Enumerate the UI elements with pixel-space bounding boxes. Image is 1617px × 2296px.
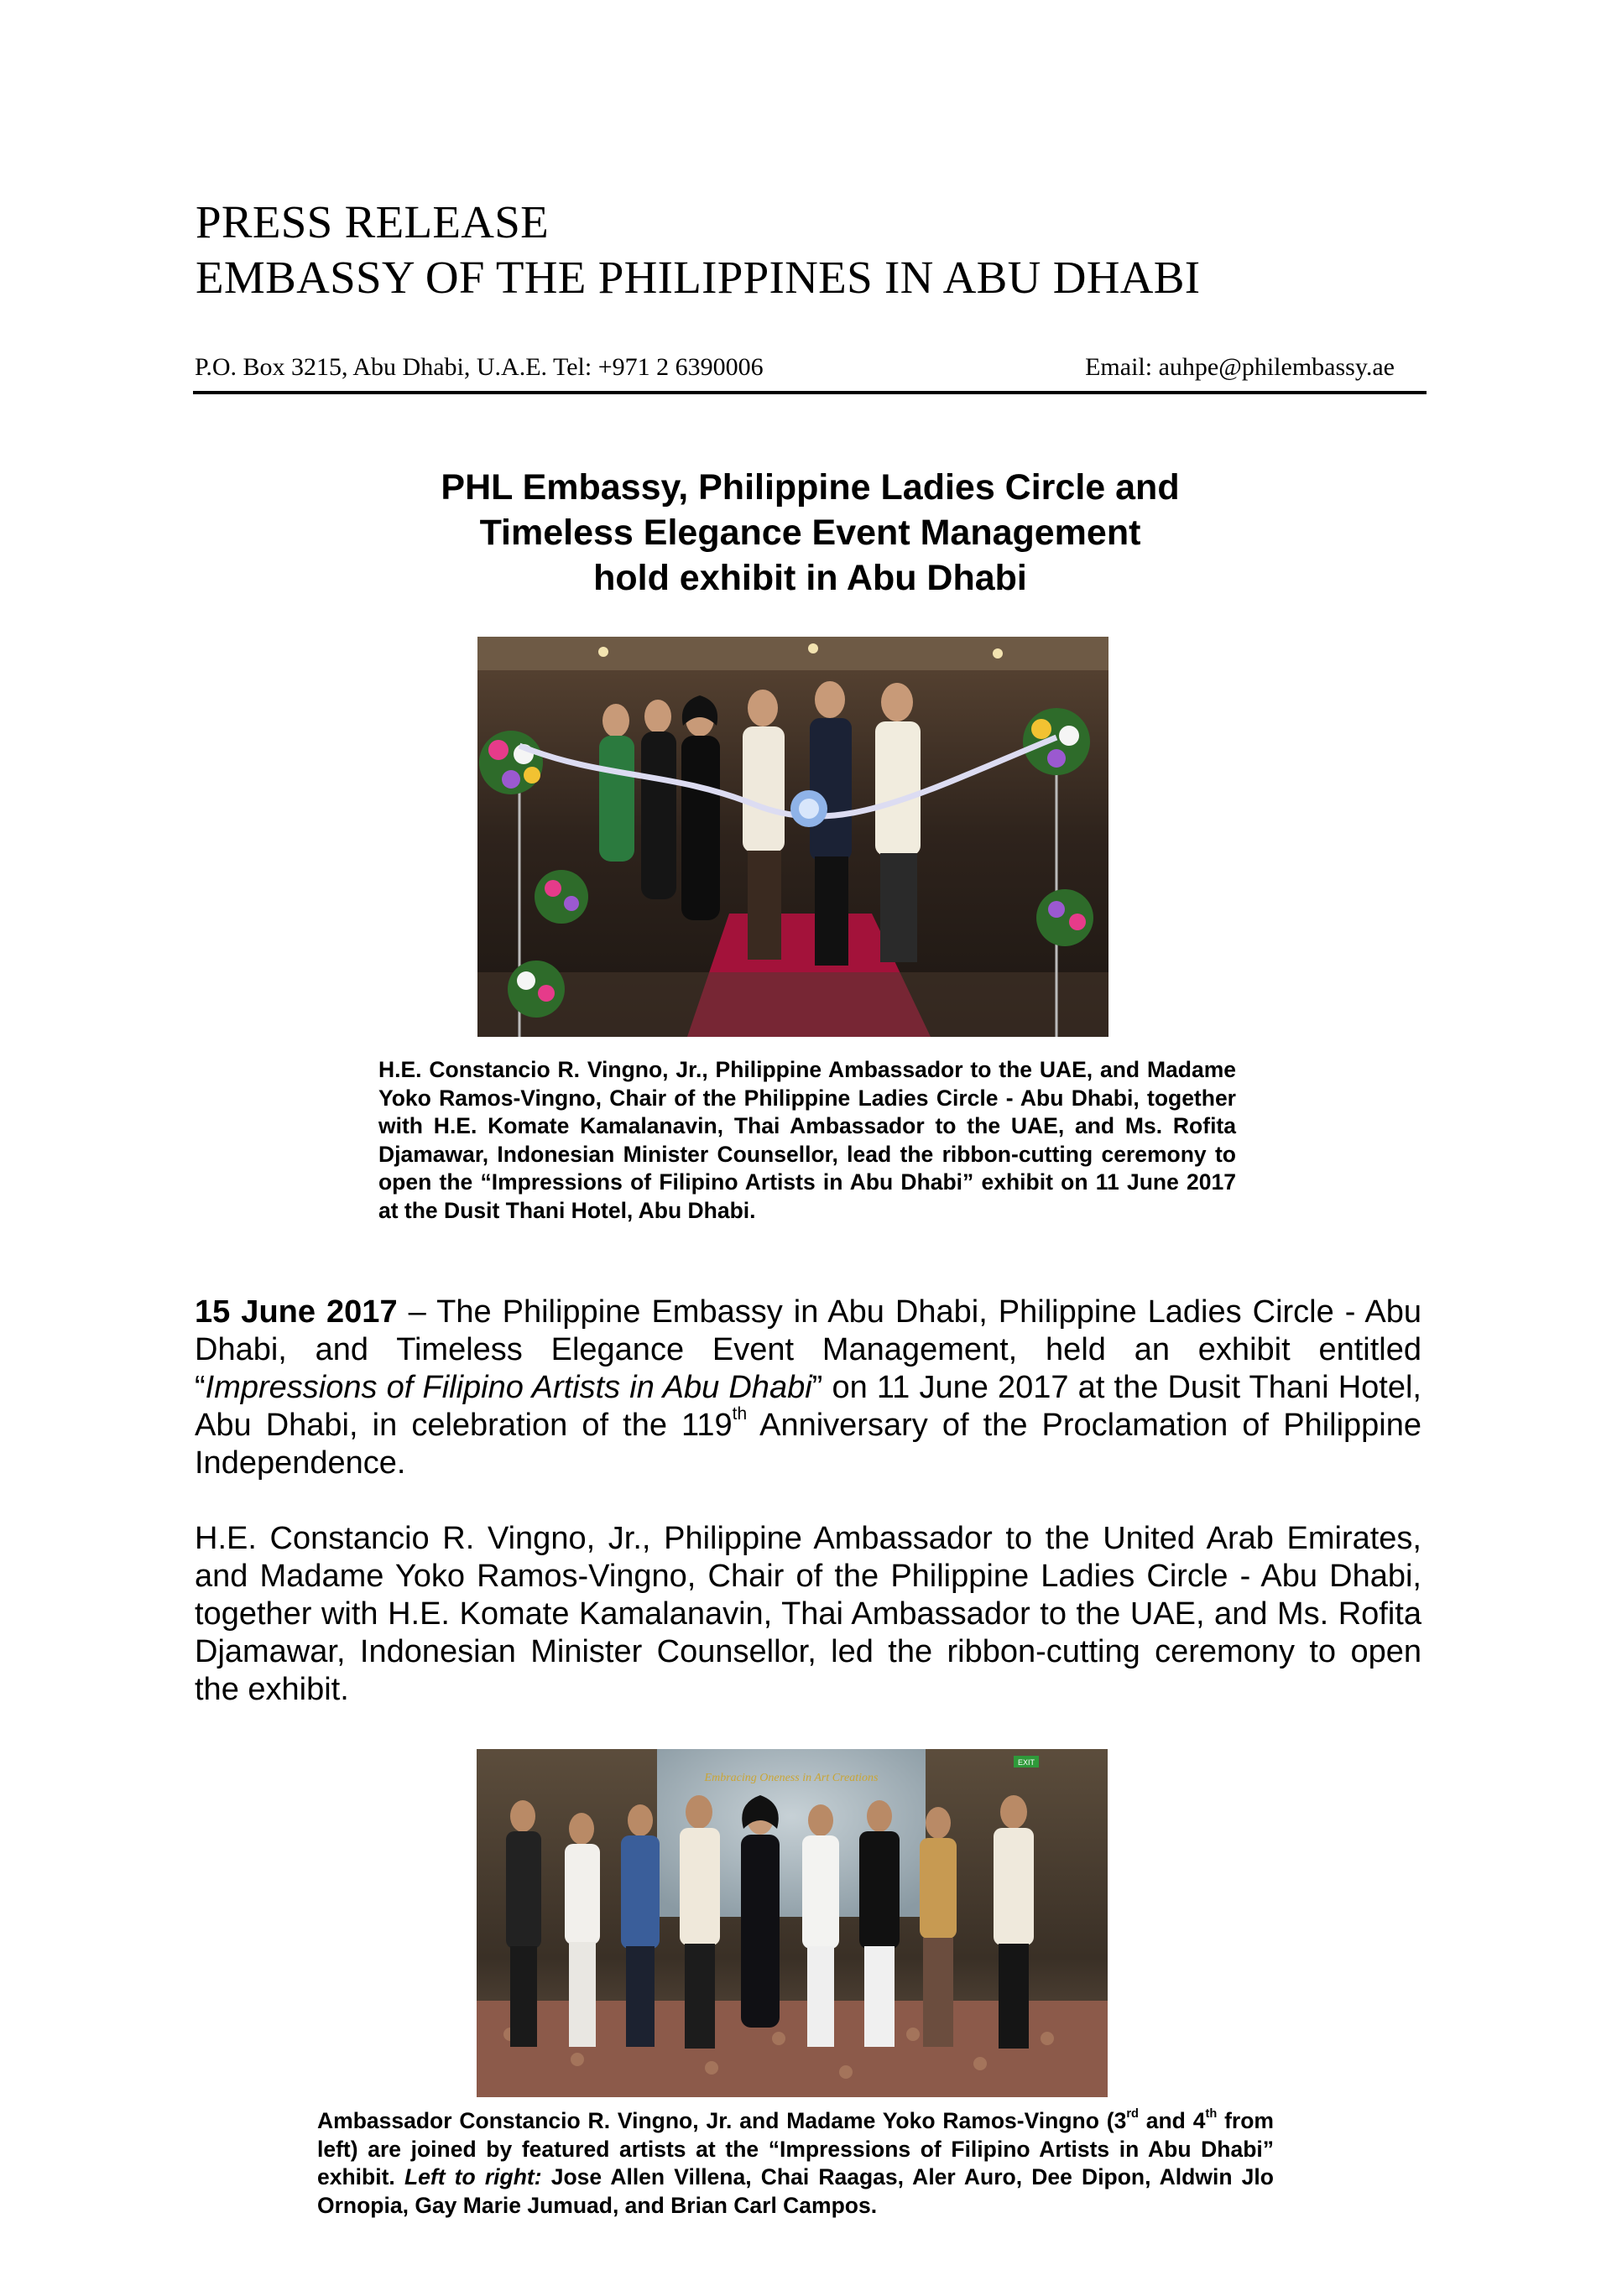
ribbon-cutting-photo <box>477 637 1108 1037</box>
photo-caption-1 <box>378 1056 1236 1226</box>
paragraph-1-part-a: – The Philippine Embassy in Abu Dhabi, Philippine Ladies Circle - Abu Dhabi, and Timeless Elegance Event Management, held an exhibit entitled “ <box>195 1294 1422 1405</box>
screen-text: Embracing Oneness in Art Creations <box>704 1772 879 1784</box>
paragraph-1-part-b: ” on 11 June 2017 at the Dusit Thani Hotel, Abu Dhabi, in celebration of the 119 <box>195 1370 1421 1443</box>
letterhead-title: PRESS RELEASE <box>196 196 550 247</box>
exhibit-title: Impressions of Filipino Artists in Abu Dhabi <box>205 1370 812 1405</box>
ordinal-suffix-th: th <box>1205 2106 1218 2121</box>
article-body <box>195 1294 1421 1747</box>
left-to-right-label: Left to right: <box>404 2164 542 2190</box>
letterhead-embassy-name: EMBASSY OF THE PHILIPPINES IN ABU DHABI <box>196 252 1201 303</box>
paragraph-1 <box>195 1294 1421 1482</box>
paragraph-2: H.E. Constancio R. Vingno, Jr., Philippine Ambassador to the United Arab Emirates, and Madame Yoko Ramos-Vingno, Chair of the Philippine Ladies Circle - Abu Dhabi, together with H.E. Komate Kamalanavin, Thai Ambassador to the UAE, and Ms. Rofita Djamawar, Indonesian Minister Counsellor, led the ribbon-cutting ceremony to open the exhibit. <box>195 1521 1421 1707</box>
headline-line-2: Timeless Elegance Event Management <box>479 513 1141 553</box>
ordinal-suffix: th <box>732 1404 748 1424</box>
headline-line-1: PHL Embassy, Philippine Ladies Circle and <box>441 467 1180 508</box>
letterhead <box>196 195 1425 305</box>
exit-sign-text: EXIT <box>1017 1758 1035 1767</box>
ordinal-suffix-rd: rd <box>1126 2106 1139 2121</box>
caption2-part-a: Ambassador Constancio R. Vingno, Jr. and Madame Yoko Ramos-Vingno (3 <box>317 2108 1127 2133</box>
paragraph-1-part-c: Anniversary of the Proclamation of Philippine Independence. <box>195 1408 1421 1481</box>
caption2-part-d: Jose Allen Villena, Chai Raagas, Aler Auro, Dee Dipon, Aldwin Jlo Ornopia, Gay Marie Jumuad, and Brian Carl Campos. <box>317 2164 1274 2218</box>
caption2-part-c: from left) are joined by featured artists at the “Impressions of Filipino Artists in Abu Dhabi” exhibit. <box>317 2108 1274 2190</box>
headline-line-3: hold exhibit in Abu Dhabi <box>593 558 1027 598</box>
contact-address: P.O. Box 3215, Abu Dhabi, U.A.E. Tel: +971 2 6390006 <box>195 353 764 381</box>
caption2-part-b: and 4 <box>1138 2108 1206 2133</box>
photo-caption-2 <box>317 2107 1274 2220</box>
ribbon-cutting-photo-illustration <box>477 637 1108 1037</box>
contact-line <box>193 351 1427 394</box>
photo-caption-2-text <box>317 2107 1274 2220</box>
group-photo <box>477 1749 1108 2097</box>
group-photo-illustration <box>477 1749 1108 2097</box>
dateline: 15 June 2017 <box>195 1294 398 1330</box>
contact-email: Email: auhpe@philembassy.ae <box>1085 353 1395 381</box>
photo-caption-1-text: H.E. Constancio R. Vingno, Jr., Philippine Ambassador to the UAE, and Madame Yoko Ramos-Vingno, Chair of the Philippine Ladies Circle - Abu Dhabi, together with H.E. Komate Kamalanavin, Thai Ambassador to the UAE, and Ms. Rofita Djamawar, Indonesian Minister Counsellor, lead the ribbon-cutting ceremony to open the “Impressions of Filipino Artists in Abu Dhabi” exhibit on 11 June 2017 at the Dusit Thani Hotel, Abu Dhabi. <box>378 1057 1236 1223</box>
press-release-headline <box>196 465 1425 601</box>
